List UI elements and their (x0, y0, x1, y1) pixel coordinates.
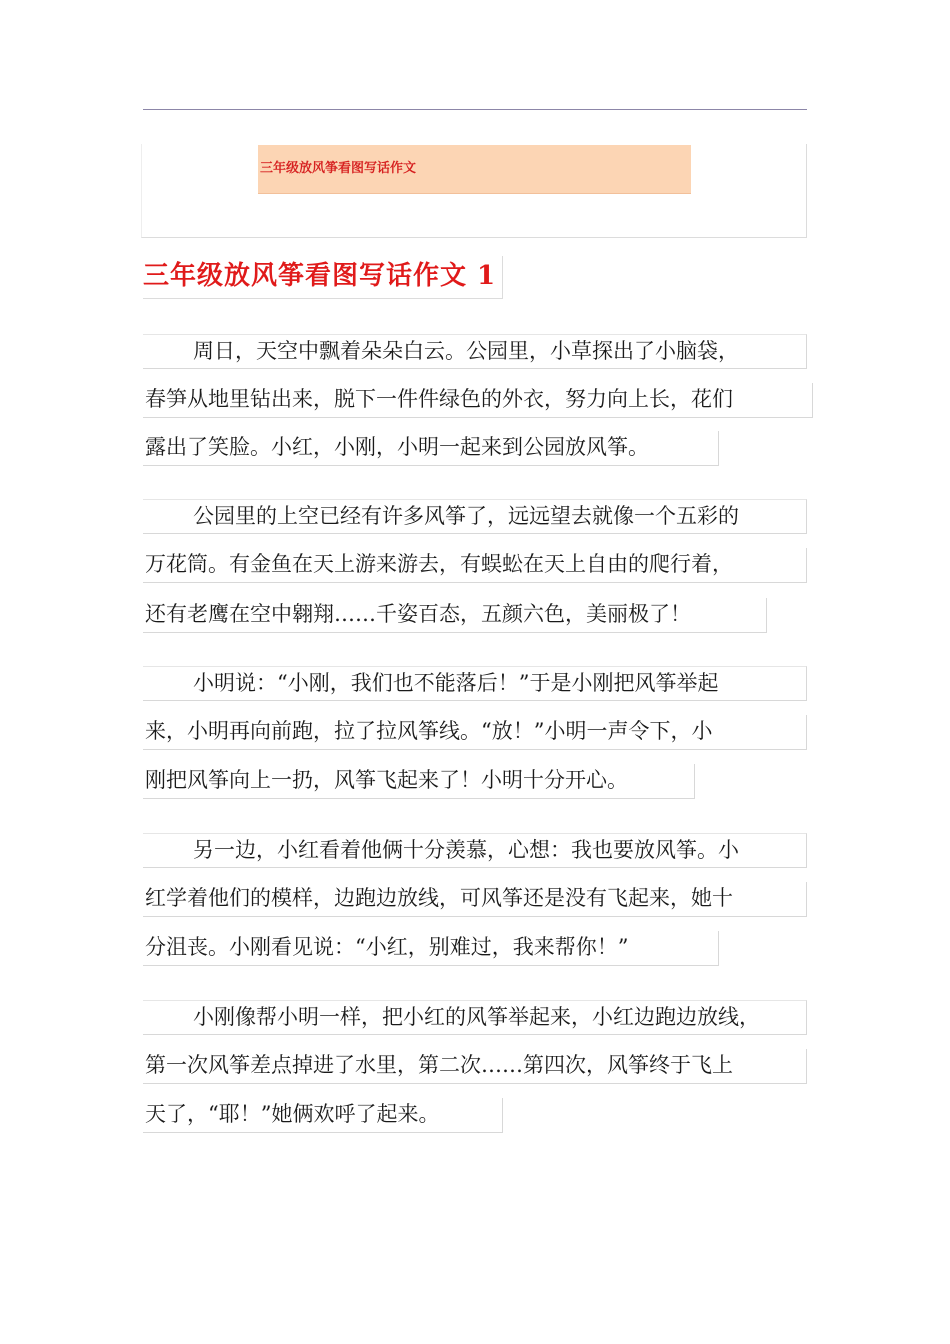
paragraph-line: 公园里的上空已经有许多风筝了，远远望去就像一个五彩的 (143, 499, 807, 534)
article-title: 三年级放风筝看图写话作文 1 (143, 256, 503, 299)
paragraph-line: 分沮丧。小刚看见说：“小红，别难过，我来帮你！” (143, 931, 719, 966)
paragraph-line: 万花筒。有金鱼在天上游来游去，有蜈蚣在天上自由的爬行着， (143, 548, 807, 583)
paragraph-line: 第一次风筝差点掉进了水里，第二次……第四次，风筝终于飞上 (143, 1049, 807, 1084)
paragraph-line: 还有老鹰在空中翱翔……千姿百态，五颜六色，美丽极了！ (143, 598, 767, 633)
paragraph-line: 天了，“耶！”她俩欢呼了起来。 (143, 1098, 503, 1133)
paragraph-line: 春笋从地里钻出来，脱下一件件绿色的外衣，努力向上长，花们 (143, 383, 813, 418)
paragraph-line: 露出了笑脸。小红，小刚，小明一起来到公园放风筝。 (143, 431, 719, 466)
paragraph-line: 小刚像帮小明一样，把小红的风筝举起来，小红边跑边放线， (143, 1000, 807, 1035)
paragraph-line: 另一边，小红看着他俩十分羡慕，心想：我也要放风筝。小 (143, 833, 807, 868)
paragraph-line: 周日，天空中飘着朵朵白云。公园里，小草探出了小脑袋， (143, 334, 807, 369)
paragraph-line: 小明说：“小刚，我们也不能落后！”于是小刚把风筝举起 (143, 666, 807, 701)
header-banner-text: 三年级放风筝看图写话作文 (260, 161, 417, 176)
top-divider (143, 109, 807, 110)
paragraph-line: 红学着他们的模样，边跑边放线，可风筝还是没有飞起来，她十 (143, 882, 807, 917)
paragraph-line: 刚把风筝向上一扔，风筝飞起来了！小明十分开心。 (143, 764, 695, 799)
header-banner (258, 145, 691, 194)
paragraph-line: 来，小明再向前跑，拉了拉风筝线。“放！”小明一声令下，小 (143, 715, 807, 750)
